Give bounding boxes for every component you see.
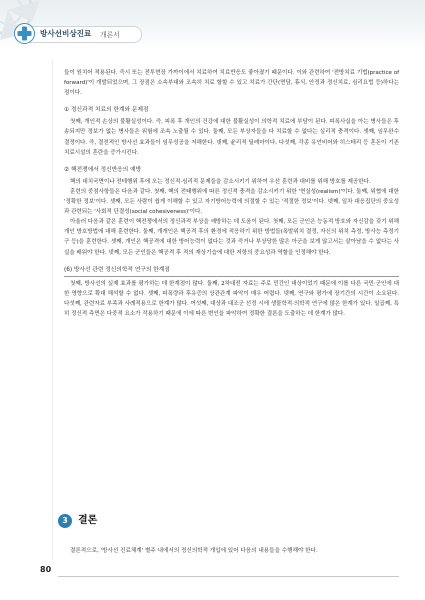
chapter-subtitle: 개론서 (100, 30, 120, 39)
conclusion-heading (58, 514, 158, 530)
section-2-paragraph-2: 훈련의 중점사항들은 다음과 같다. 첫째, 핵의 전태행위에 따른 정신적 충격을 감소시키기 위한 '현실성(realism)'이다. 둘째, 위협에 대한 '정확한 정보'이다. 셋째, 모든 사람이 쉽게 이해할 수 있고 자기방어능력에 의절할 수 있는 '적절한 정보'이다. 넷째, 일차 대응집단의 중요성과 관련되는 '사회적 단결성(social cohesiveness)'이다. (64, 188, 399, 216)
section-1-paragraph: 첫째, 개인적 손상의 불활실성이다. 즉, 피폭 후 개인의 건강에 대한 불활실성이 의학적 치료에 부담이 된다. 피폭사실을 아는 병사들은 후송되지만 정보가 없는 병사들은 위험에 조속 노출될 수 있다. 둘째, 모든 부상자들을 다 치료할 수 없다는 실리적 충격이다. 셋째, 임무완수 결정이다. 즉, 결전적인 방사선 효과들이 임무성공을 저해한다. 넷째, 윤리적 딜레마이다. 다섯째, 각종 유언비어와 히스테리 등 혼돈이 기존 치료시설의 혼란을 증가시킨다. (64, 119, 399, 156)
conclusion-paragraph: 결론적으로, '방사선 진료체계' 별주 내에서의 정신의학적 개입에 있어 다음의 내용들을 수행해야 한다. (70, 547, 318, 554)
section-1-heading: ① 정신과적 치료의 한계와 문제점 (64, 107, 149, 114)
medical-plus-icon (14, 23, 35, 44)
conclusion-title: 결론 (78, 515, 98, 526)
section-2-heading: ② 핵전쟁에서 정신반응의 예방 (64, 166, 142, 173)
section-3-heading: (6) 방사선 관련 정신의학적 연구의 한계점 (64, 265, 399, 277)
section-2-paragraph-3: 아울러 다음과 같은 훈련이 핵전쟁에서의 정신과적 부상을 예방하는 데 도움이 된다. 첫째, 모든 군인은 능동적 방호와 자신감을 갖기 위해 개인 방호방법에 대해 훈련한다. 둘째, 개개인은 핵공격 후의 환경에 적응하기 위한 방법들(폭발위치 결정, 자신의 위치 측정, 방사능 측정기구 등)을 훈련한다. 셋째, 개인은 핵공격에 대한 방어능력이 없다는 것과 즉거나 부상당한 많은 아군을 보게 않고서는 살아남을 수 없다는 사실을 배워야 한다. 넷째, 모든 군인들은 핵공격 후 적의 재상기습에 대한 저항의 중요성과 역할을 인정해야 한다. (64, 219, 400, 256)
body-text (64, 68, 399, 319)
page-number: 80 (40, 565, 52, 574)
section-3-paragraph: 첫째, 방사선의 실제 효과를 평가하는 데 한계점이 많다. 둘째, 2차대전 자료는 주로 민간인 대상이었기 때문에 이를 다른 국민·군인에 대한 영향으로 확대 해석할 수 없다. 셋째, 피폭량과 후유증의 상관관계 파악이 매우 어렵다. 넷째, 연구와 평가에 장기간의 시간이 소요된다. 다섯째, 관련자료 부족과 사례적용으로 한계가 많다. 여섯째, 대상과 대조군 선정 시에 생물학적·의학적 연구에 많은 한계가 있다. 일곱째, 특히 정신적 측면은 다중적 요소가 작용하기 때문에 이에 따른 변인을 파악하여 정확한 결론을 도출하는 데 한계가 많다. (64, 280, 399, 317)
margin-divider (52, 60, 53, 560)
section-2-paragraph-1: 핵의 대치국면이나 전테행위 후에 오는 정신적·심리적 문제들을 감소시키기 위하여 우선 훈련과 대비를 위해 방호를 제공한다. (70, 178, 371, 185)
footer-divider (58, 576, 399, 577)
intro-paragraph: 들이 원치어 적용된다. 즉시 또는 전투현장 가까이에서 치료하여 치료반응도 좋아졌기 때문이다. 이와 관련하여 '전방치료 기법(practice of forward)'이 개발되었으며, 그 장점은 소속부대와 조속히 치료 할할 수 있고 치료가 간단(면담, 휴식, 안정과 정신치료, 심리요법 등)하다는 점이다. (64, 70, 399, 97)
page-header (0, 0, 425, 48)
section-number-badge: 3 (58, 514, 72, 528)
chapter-title: 방사선비상진료 (40, 29, 92, 38)
